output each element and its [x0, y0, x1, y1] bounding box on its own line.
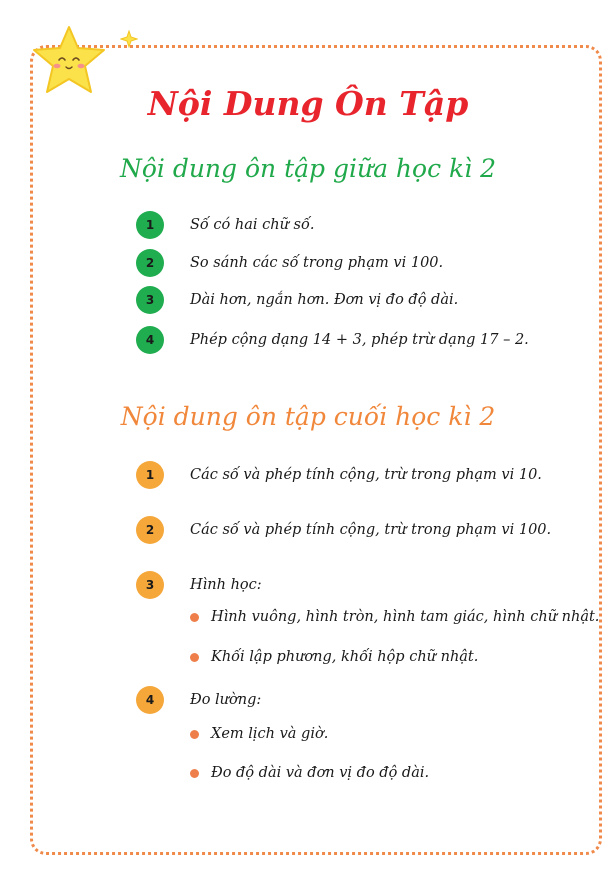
page-title: Nội Dung Ôn Tập — [147, 84, 469, 123]
number-badge: 1 — [136, 461, 164, 489]
list-item — [136, 570, 262, 600]
number-badge: 2 — [136, 516, 164, 544]
list-item — [136, 515, 551, 545]
sub-item-text: Hình vuông, hình tròn, hình tam giác, hình chữ nhật. — [211, 609, 600, 625]
item-text: Các số và phép tính cộng, trừ trong phạm vi 100. — [190, 522, 552, 538]
list-item — [136, 210, 314, 240]
sub-item-text: Khối lập phương, khối hộp chữ nhật. — [211, 649, 479, 665]
number-badge: 2 — [136, 249, 164, 277]
item-text: Phép cộng dạng 14 + 3, phép trừ dạng 17 – 2. — [190, 332, 529, 348]
item-text: Dài hơn, ngắn hơn. Đơn vị đo độ dài. — [190, 292, 459, 308]
bullet-dot — [190, 730, 199, 739]
bullet-dot — [190, 653, 199, 662]
item-text: Đo lường: — [190, 692, 262, 708]
sub-list-item — [190, 761, 429, 785]
number-badge: 4 — [136, 686, 164, 714]
section-final-title: Nội dung ôn tập cuối học kì 2 — [120, 402, 496, 431]
number-badge: 1 — [136, 211, 164, 239]
list-item — [136, 325, 529, 355]
sub-list-item — [190, 605, 599, 629]
bullet-dot — [190, 613, 199, 622]
list-item — [136, 248, 443, 278]
list-item — [136, 685, 261, 715]
item-text: Các số và phép tính cộng, trừ trong phạm vi 10. — [190, 467, 542, 483]
number-badge: 4 — [136, 326, 164, 354]
section-midterm-title: Nội dung ôn tập giữa học kì 2 — [119, 154, 497, 183]
list-item — [136, 285, 458, 315]
sparkle-icon — [120, 30, 138, 48]
sub-list-item — [190, 645, 478, 669]
number-badge: 3 — [136, 571, 164, 599]
sub-item-text: Xem lịch và giờ. — [211, 726, 329, 742]
sub-item-text: Đo độ dài và đơn vị đo độ dài. — [211, 765, 430, 781]
bullet-dot — [190, 769, 199, 778]
number-badge: 3 — [136, 286, 164, 314]
item-text: So sánh các số trong phạm vi 100. — [190, 255, 444, 271]
item-text: Số có hai chữ số. — [190, 217, 315, 233]
sub-list-item — [190, 722, 328, 746]
item-text: Hình học: — [190, 577, 262, 593]
list-item — [136, 460, 542, 490]
